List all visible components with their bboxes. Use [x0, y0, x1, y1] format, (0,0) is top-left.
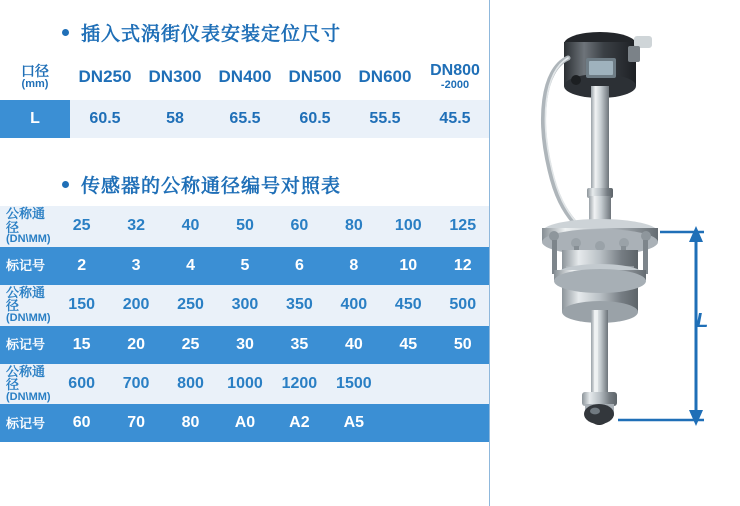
cell-r5-c1: 70 — [109, 404, 163, 442]
cell-r3-c1: 20 — [109, 326, 163, 364]
table-row — [0, 206, 490, 247]
row-label-nominal-1: 公称通径 (DN\MM) — [0, 206, 54, 247]
cell-l-dn300: 58 — [140, 100, 210, 138]
row-label-nominal-3: 公称通径 (DN\MM) — [0, 364, 54, 405]
cell-r1-c5: 8 — [327, 247, 381, 285]
cell-l-dn800: 45.5 — [420, 100, 490, 138]
section-title-nominal-diameter — [0, 162, 490, 206]
cell-r4-c0: 600 — [54, 364, 108, 405]
bullet-icon — [62, 181, 69, 188]
product-illustration-column — [490, 0, 740, 506]
cell-r3-c6: 45 — [381, 326, 435, 364]
cell-r1-c4: 6 — [272, 247, 326, 285]
section2-title-text: 传感器的公称通径编号对照表 — [81, 175, 342, 197]
nominal-diameter-table — [0, 206, 490, 442]
bullet-icon — [62, 29, 69, 36]
cell-r4-c4: 1200 — [272, 364, 326, 405]
cell-r5-c5: A5 — [327, 404, 381, 442]
row-label-nominal-2: 公称通径 (DN\MM) — [0, 285, 54, 326]
cell-r5-c7 — [436, 404, 491, 442]
table-row — [0, 285, 490, 326]
table-row — [0, 404, 490, 442]
cell-r3-c5: 40 — [327, 326, 381, 364]
row-label-l: L — [0, 100, 70, 138]
cell-r2-c7: 500 — [436, 285, 491, 326]
cell-r2-c2: 250 — [163, 285, 217, 326]
cell-r2-c5: 400 — [327, 285, 381, 326]
table-row — [0, 247, 490, 285]
cell-r0-c2: 40 — [163, 206, 217, 247]
header-cell-dn800-2000: DN800 -2000 — [420, 54, 490, 100]
row-label-mark-1: 标记号 — [0, 247, 54, 285]
cell-r5-c3: A0 — [218, 404, 272, 442]
cell-r1-c6: 10 — [381, 247, 435, 285]
cell-l-dn500: 60.5 — [280, 100, 350, 138]
vortex-flowmeter-image — [490, 0, 740, 506]
header-cell-caliber: 口径 (mm) — [0, 54, 70, 100]
cell-r3-c0: 15 — [54, 326, 108, 364]
header-cell-dn250: DN250 — [70, 54, 140, 100]
cell-r1-c1: 3 — [109, 247, 163, 285]
table-row — [0, 326, 490, 364]
cell-r5-c2: 80 — [163, 404, 217, 442]
header-cell-dn500: DN500 — [280, 54, 350, 100]
cell-r2-c4: 350 — [272, 285, 326, 326]
cell-r4-c6 — [381, 364, 435, 405]
cell-r3-c7: 50 — [436, 326, 491, 364]
cell-r3-c2: 25 — [163, 326, 217, 364]
table-header-row — [0, 54, 490, 100]
cell-r1-c2: 4 — [163, 247, 217, 285]
cell-r4-c1: 700 — [109, 364, 163, 405]
cell-r4-c7 — [436, 364, 491, 405]
cell-r0-c7: 125 — [436, 206, 491, 247]
cell-r3-c3: 30 — [218, 326, 272, 364]
cell-l-dn600: 55.5 — [350, 100, 420, 138]
cell-r4-c3: 1000 — [218, 364, 272, 405]
row-label-mark-2: 标记号 — [0, 326, 54, 364]
cell-r5-c0: 60 — [54, 404, 108, 442]
cell-r4-c2: 800 — [163, 364, 217, 405]
cell-r1-c3: 5 — [218, 247, 272, 285]
section-title-install-dimensions — [0, 10, 490, 54]
cell-r2-c6: 450 — [381, 285, 435, 326]
header-cell-dn400: DN400 — [210, 54, 280, 100]
cell-r4-c5: 1500 — [327, 364, 381, 405]
header-cell-dn300: DN300 — [140, 54, 210, 100]
cell-r0-c0: 25 — [54, 206, 108, 247]
cell-r5-c4: A2 — [272, 404, 326, 442]
header-cell-dn600: DN600 — [350, 54, 420, 100]
cell-r0-c1: 32 — [109, 206, 163, 247]
cell-r0-c4: 60 — [272, 206, 326, 247]
install-dimension-table — [0, 54, 490, 138]
cell-l-dn400: 65.5 — [210, 100, 280, 138]
cell-r0-c5: 80 — [327, 206, 381, 247]
table-row — [0, 364, 490, 405]
cell-r2-c3: 300 — [218, 285, 272, 326]
cell-r0-c6: 100 — [381, 206, 435, 247]
cell-r5-c6 — [381, 404, 435, 442]
cell-r1-c0: 2 — [54, 247, 108, 285]
cell-r2-c1: 200 — [109, 285, 163, 326]
row-label-mark-3: 标记号 — [0, 404, 54, 442]
cell-r2-c0: 150 — [54, 285, 108, 326]
cell-r0-c3: 50 — [218, 206, 272, 247]
cell-r3-c4: 35 — [272, 326, 326, 364]
cell-r1-c7: 12 — [436, 247, 491, 285]
cell-l-dn250: 60.5 — [70, 100, 140, 138]
dimension-label-l: L — [696, 310, 709, 332]
section1-title-text: 插入式涡街仪表安装定位尺寸 — [81, 23, 342, 45]
table-row — [0, 100, 490, 138]
